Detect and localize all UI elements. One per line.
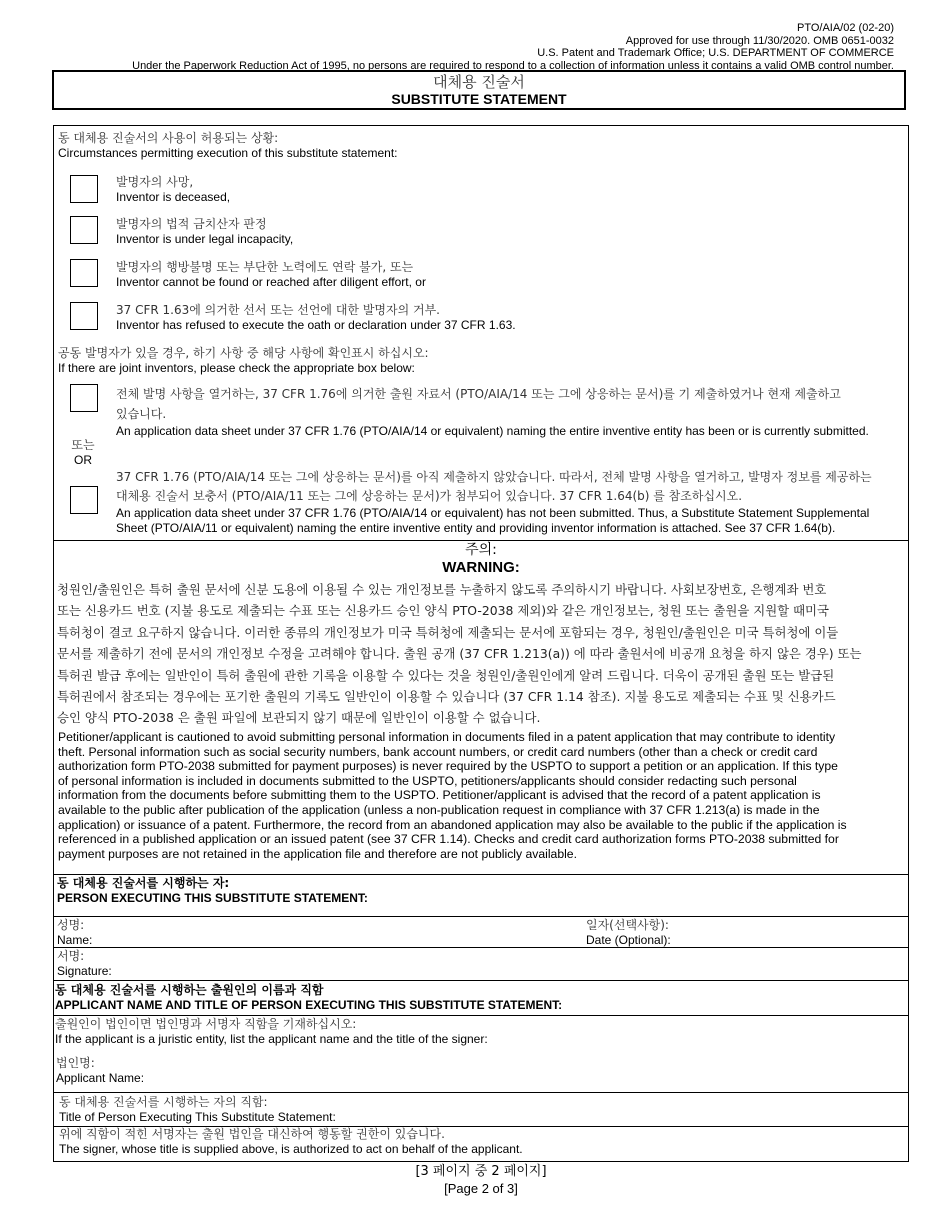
warning-title: 주의: WARNING: [442, 542, 520, 576]
deceased-checkbox[interactable] [70, 175, 98, 203]
divider [53, 1015, 909, 1016]
divider [53, 874, 909, 875]
authorization-statement: 위에 직함이 적힌 서명자는 출원 법인을 대신하여 행동할 권한이 있습니다. The signer, whose title is supplied above, is authorized to act on behalf of the applicant. [59, 1127, 523, 1156]
divider [53, 916, 909, 917]
supplemental-sheet-checkbox[interactable] [70, 486, 98, 514]
page-indicator: [3 페이지 중 2 페이지] [Page 2 of 3] [415, 1164, 547, 1196]
divider [53, 947, 909, 948]
name-field[interactable] [95, 918, 580, 946]
ads-submitted-checkbox[interactable] [70, 384, 98, 412]
office-name: U.S. Patent and Trademark Office; U.S. DEPARTMENT OF COMMERCE [537, 47, 894, 59]
date-field-label: 일자(선택사항): Date (Optional): [586, 918, 671, 947]
executor-heading: 동 대체용 진술서를 시행하는 자: PERSON EXECUTING THIS SUBSTITUTE STATEMENT: [57, 876, 368, 905]
title-english: SUBSTITUTE STATEMENT [391, 91, 567, 107]
divider [53, 1092, 909, 1093]
warning-korean: 청원인/출원인은 특허 출원 문서에 신분 도용에 이용될 수 있는 개인정보를 누출하지 않도록 주의하시기 바랍니다. 사회보장번호, 은행계좌 번호 또는 신용카드 번호 (지불 용도로 제출되는 수표 또는 신용카드 승인 양식 PTO-2038 제외)와 같은 개인정보는, 청원 또는 출원을 지원할 때미국 특허청이 결코 요구하지 않습니다. 이러한 종류의 개인정보가 미국 특허청에 제출되는 문서에 포함되는 경우, 청원인/출원인은 미국 특허청에 이들 문서를 제출하기 전에 문서의 개인정보 수정을 고려해야 합니다. 출원 공개 (37 CFR 1.213(a)) 에 따라 출원서에 비공개 요청을 하지 않은 경우) 또는 특허권 발급 후에는 일반인이 특허 출원에 관한 기록을 이용할 수 있다는 것을 청원인/출원인에게 알려 드립니다. 더욱이 공개된 출원 또는 발급된 특허권에서 참조되는 경우에는 포기한 출원의 기록도 일반인이 이용할 수 있습니다 (37 CFR 1.14 참조). 지불 용도로 제출되는 수표 및 신용카드 승인 양식 PTO-2038 은 출원 파일에 보관되지 않기 때문에 일반인이 이용할 수 없습니다. [57, 582, 862, 726]
warning-english: Petitioner/applicant is cautioned to avoid submitting personal information in documents filed in a patent application that may contribute to identity theft. Personal information such as social security numbers, bank account numbers, or credit card numbers (other than a check or credit card authorization form PTO-2038 submitted for payment purposes) is never required by the USPTO to support a petition or an application. If this type of personal information is included in documents submitted to the USPTO, petitioners/applicants should consider redacting such personal information from the documents before submitting them to the USPTO. Petitioner/applicant is advised that the record of a patent application is available to the public after publication of the application (unless a non-publication request in compliance with 37 CFR 1.213(a) is made in the application) or issuance of a patent. Furthermore, the record from an abandoned application may also be available to the public if the application is referenced in a published application or an issued patent (see 37 CFR 1.14). Checks and credit card authorization forms PTO-2038 submitted for payment purposes are not retained in the application file and therefore are not publicly available. [58, 730, 847, 861]
deceased-option: 발명자의 사망, Inventor is deceased, [116, 175, 231, 204]
applicant-name-label: 법인명: Applicant Name: [56, 1056, 145, 1085]
paperwork-notice: Under the Paperwork Reduction Act of 1995, no persons are required to respond to a collection of information unless it contains a valid OMB control number. [132, 59, 894, 72]
form-number: PTO/AIA/02 (02-20) [796, 22, 894, 34]
refused-option: 37 CFR 1.63에 의거한 선서 또는 선언에 대한 발명자의 거부. Inventor has refused to execute the oath or declaration under 37 CFR 1.63. [116, 303, 516, 332]
or-separator: 또는 OR [71, 438, 95, 467]
incapacity-checkbox[interactable] [70, 216, 98, 244]
omb-approval: Approved for use through 11/30/2020. OMB 0651-0032 [625, 34, 894, 47]
divider [53, 540, 909, 541]
circumstances-heading: 동 대체용 진술서의 사용이 허용되는 상황: Circumstances permitting execution of this substitute statement: [58, 131, 398, 160]
juristic-entity-instruction: 출원인이 법인이면 법인명과 서명자 직함을 기재하십시오: If the applicant is a juristic entity, list the applicant name and the title of the signer: [55, 1017, 488, 1046]
signature-field[interactable] [115, 949, 905, 979]
refused-checkbox[interactable] [70, 302, 98, 330]
ads-submitted-option: 전체 발명 사항을 열거하는, 37 CFR 1.76에 의거한 출원 자료서 (PTO/AIA/14 또는 그에 상응하는 문서)를 기 제출하였거나 현재 제출하고 있습니다. An application data sheet under 37 CFR 1.76 (PTO/AIA/14 or equivalent) naming the entire inventive entity has been or is currently submitted. [116, 387, 869, 438]
form-header [132, 22, 894, 72]
signer-title-label: 동 대체용 진술서를 시행하는 자의 직함: Title of Person Executing This Substitute Statement: [59, 1095, 336, 1124]
not-found-checkbox[interactable] [70, 259, 98, 287]
divider [53, 980, 909, 981]
applicant-name-field[interactable] [150, 1070, 905, 1090]
title-box [52, 70, 906, 110]
signer-title-field[interactable] [350, 1108, 905, 1125]
date-field[interactable] [680, 918, 905, 946]
name-field-label: 성명: Name: [57, 918, 93, 947]
incapacity-option: 발명자의 법적 금치산자 판정 Inventor is under legal incapacity, [116, 217, 294, 246]
signature-field-label: 서명: Signature: [57, 949, 112, 978]
joint-inventors-heading: 공동 발명자가 있을 경우, 하기 사항 중 해당 사항에 확인표시 하십시오: If there are joint inventors, please check the appropriate box below: [58, 346, 429, 375]
not-found-option: 발명자의 행방불명 또는 부단한 노력에도 연락 불가, 또는 Inventor cannot be found or reached after diligent effort, or [116, 260, 426, 289]
applicant-heading: 동 대체용 진술서를 시행하는 출원인의 이름과 직함 APPLICANT NAME AND TITLE OF PERSON EXECUTING THIS SUBSTITUTE STATEMENT: [55, 983, 563, 1012]
supplemental-sheet-option: 37 CFR 1.76 (PTO/AIA/14 또는 그에 상응하는 문서)를 아직 제출하지 않았습니다. 따라서, 전체 발명 사항을 열거하고, 발명자 정보를 제공하는 대체용 진술서 보충서 (PTO/AIA/11 또는 그에 상응하는 문서)가 첨부되어 있습니다. 37 CFR 1.64(b) 를 참조하십시오. An application data sheet under 37 CFR 1.76 (PTO/AIA/14 or equivalent) has not been submitted. Thus, a Substitute Statement Supplemental Sheet (PTO/AIA/11 or equivalent) naming the entire inventive entity and providing inventor information is attached. See 37 CFR 1.64(b). [116, 470, 872, 535]
title-korean: 대체용 진술서 [433, 73, 525, 91]
